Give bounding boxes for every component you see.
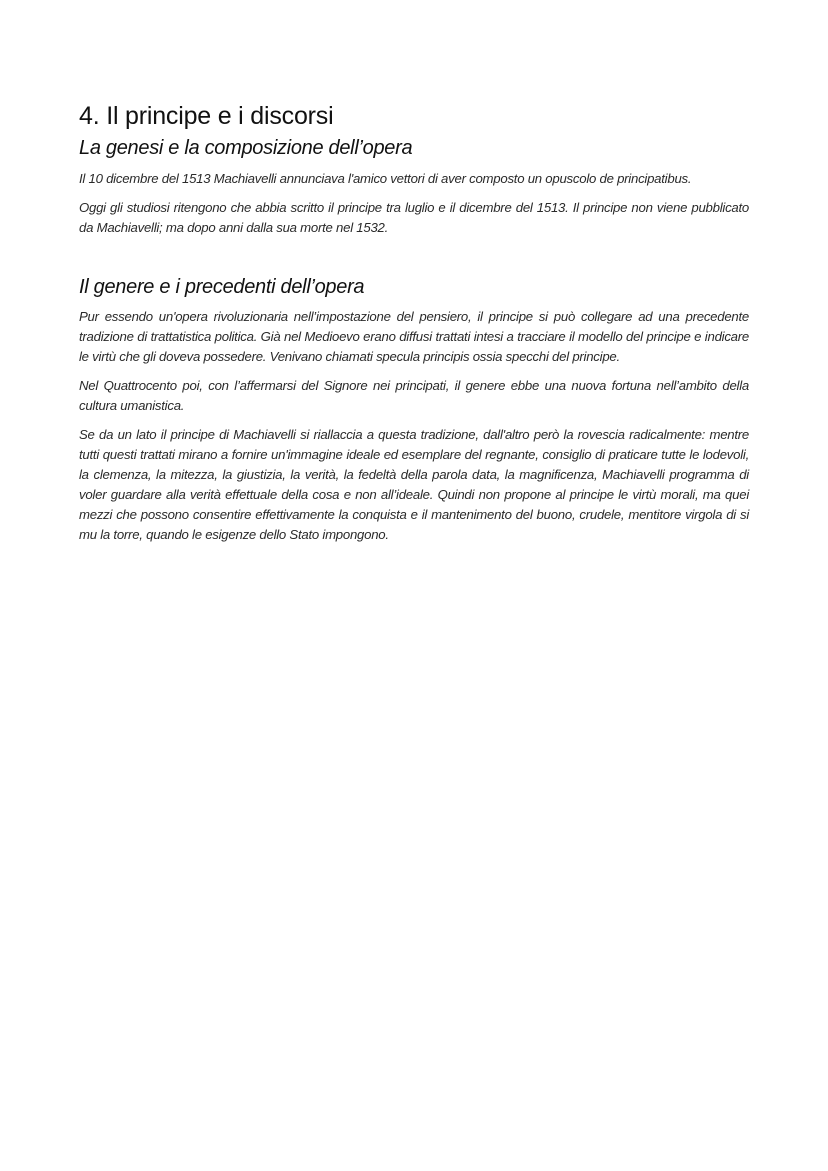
paragraph: Se da un lato il principe di Machiavelli si riallaccia a questa tradizione, dall'altro però la rovescia radicalmente: mentre tutti questi trattati mirano a fornire un'immagine ideale ed esemplare del regnante, consiglio di praticare tutte le lodevoli, la clemenza, la mitezza, la giustizia, la verità, la fedeltà della parola data, la magnificenza, Machiavelli programma di voler guardare alla verità effettuale della cosa e non all’ideale. Quindi non propone al principe le virtù morali, ma quei mezzi che possono consentire effettivamente la conquista e il mantenimento del buono, crudele, mentitore virgola di si mu la torre, quando le esigenze dello Stato impongono. <box>79 427 749 542</box>
paragraph: Nel Quattrocento poi, con l’affermarsi del Signore nei principati, il genere ebbe una nuova fortuna nell’ambito della cultura umanistica. <box>79 378 749 413</box>
paragraph: Pur essendo un'opera rivoluzionaria nell’impostazione del pensiero, il principe si può collegare ad una precedente tradizione di trattatistica politica. Già nel Medioevo erano diffusi trattati intesi a tracciare il modello del principe e indicare le virtù che gli doveva possedere. Venivano chiamati specula principis ossia specchi del principe. <box>79 309 749 364</box>
section-genesi <box>79 135 749 238</box>
section-heading: Il genere e i precedenti dell’opera <box>79 276 365 298</box>
section-heading: La genesi e la composizione dell’opera <box>79 137 413 159</box>
page-title: 4. Il principe e i discorsi <box>79 102 334 130</box>
section-genere <box>79 274 749 545</box>
document-page <box>79 100 749 545</box>
paragraph: Oggi gli studiosi ritengono che abbia scritto il principe tra luglio e il dicembre del 1513. Il principe non viene pubblicato da Machiavelli; ma dopo anni dalla sua morte nel 1532. <box>79 200 749 235</box>
paragraph: Il 10 dicembre del 1513 Machiavelli annunciava l'amico vettori di aver composto un opuscolo de principatibus. <box>79 171 692 186</box>
